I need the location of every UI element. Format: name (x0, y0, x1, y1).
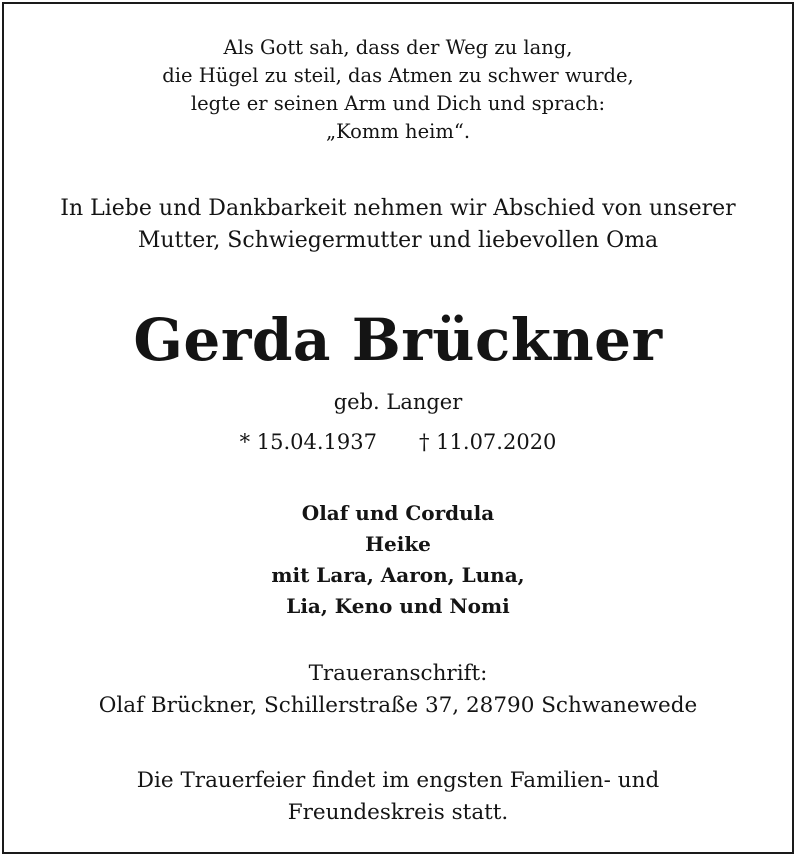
family-line: mit Lara, Aaron, Luna, (271, 563, 525, 587)
family-line: Heike (365, 532, 431, 556)
intro-line: Mutter, Schwiegermutter und liebevollen Oma (137, 228, 659, 253)
death-date: † 11.07.2020 (419, 430, 557, 454)
maiden-name: geb. Langer (333, 390, 463, 414)
closing-line: Die Trauerfeier findet im engsten Familien- und (136, 768, 660, 793)
closing-line: Freundeskreis statt. (287, 800, 509, 825)
life-dates (4, 428, 792, 456)
family-line: Olaf und Cordula (301, 501, 495, 525)
obituary-notice (2, 2, 794, 854)
address-label: Traueranschrift: (308, 661, 488, 686)
poem-line: legte er seinen Arm und Dich und sprach: (190, 92, 606, 115)
family-line: Lia, Keno und Nomi (286, 594, 510, 618)
poem-line: „Komm heim“. (325, 120, 471, 143)
intro-line: In Liebe und Dankbarkeit nehmen wir Abschied von unserer (60, 196, 736, 221)
poem-line: Als Gott sah, dass der Weg zu lang, (223, 36, 573, 59)
poem-line: die Hügel zu steil, das Atmen zu schwer wurde, (162, 64, 634, 87)
birth-date: * 15.04.1937 (239, 430, 377, 454)
deceased-name: Gerda Brückner (133, 306, 663, 374)
address-text: Olaf Brückner, Schillerstraße 37, 28790 Schwanewede (98, 693, 698, 718)
